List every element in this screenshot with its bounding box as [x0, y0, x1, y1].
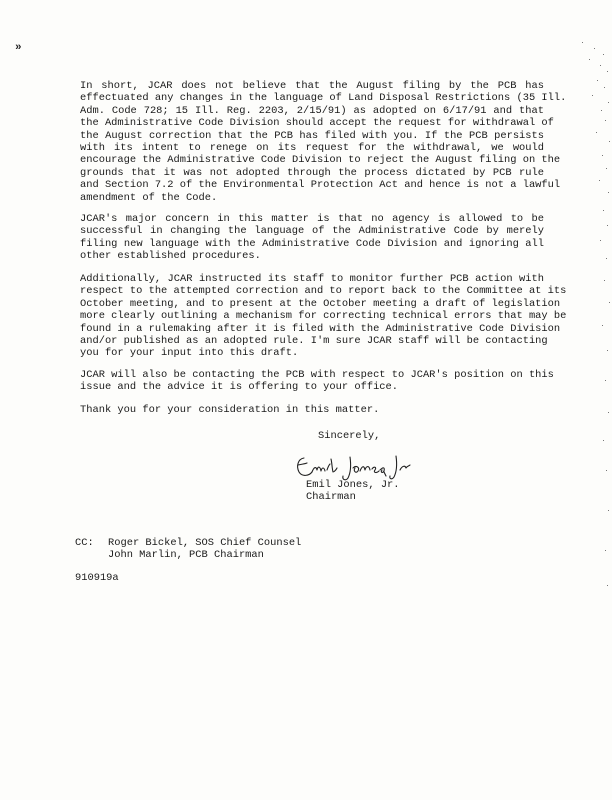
cc-label: CC: — [75, 537, 94, 549]
scan-mark: » — [15, 42, 22, 54]
text-line: effectuated any changes in the language of Land Disposal Restrictions (35 Ill. — [80, 92, 567, 105]
signature-name: Emil Jones, Jr. — [306, 479, 400, 491]
closing: Sincerely, — [318, 430, 381, 442]
text-line: In short, JCAR does not believe that the August filing by the PCB has — [80, 80, 544, 92]
text-line: more clearly outlining a mechanism for correcting technical errors that may be — [80, 310, 567, 323]
paragraph-major-concern — [80, 213, 544, 263]
text-line: amendment of the Code. — [80, 191, 218, 204]
text-line: grounds that it was not adopted through the process dictated by PCB rule — [80, 166, 544, 179]
text-line: the Administrative Code Division should accept the request for withdrawal of — [80, 117, 554, 130]
text-line: respect to the attempted correction and to report back to the Committee at its — [80, 285, 567, 298]
text-line: encourage the Administrative Code Division to reject the August filing on the — [80, 154, 561, 167]
paragraph-thanks — [80, 404, 544, 416]
text-line: Adm. Code 728; 15 Ill. Reg. 2203, 2/15/91) as adopted on 6/17/91 and that — [80, 104, 544, 117]
text-line: found in a rulemaking after it is filed with the Administrative Code Division — [80, 322, 561, 335]
paragraph-filing-position — [80, 80, 567, 204]
paragraph-jcar-contact — [80, 369, 554, 394]
text-line: issue and the advice it is offering to your office. — [80, 381, 399, 394]
text-line: Additionally, JCAR instructed its staff to monitor further PCB action with — [80, 273, 544, 285]
text-line: JCAR's major concern in this matter is that no agency is allowed to be — [80, 213, 544, 225]
text-line: the August correction that the PCB has filed with you. If the PCB persists — [80, 129, 544, 142]
document-id: 910919a — [75, 572, 119, 584]
text-line: JCAR will also be contacting the PCB with respect to JCAR's position on this — [80, 369, 554, 381]
signature-title: Chairman — [306, 491, 356, 503]
text-line: October meeting, and to present at the October meeting a draft of legislation — [80, 297, 561, 310]
cc-recipient: Roger Bickel, SOS Chief Counsel — [108, 537, 302, 549]
text-line: and/or published as an adopted rule. I'm sure JCAR staff will be contacting — [80, 335, 548, 348]
cc-recipient: John Marlin, PCB Chairman — [108, 549, 264, 561]
text-line: successful in changing the language of the Administrative Code by merely — [80, 225, 544, 238]
text-line: other established procedures. — [80, 250, 261, 263]
text-line: filing new language with the Administrative Code Division and ignoring all — [80, 237, 544, 250]
text-line: you for your input into this draft. — [80, 347, 299, 360]
scan-edge-noise — [542, 40, 612, 600]
text-line: and Section 7.2 of the Environmental Protection Act and hence is not a lawful — [80, 179, 561, 192]
text-line: with its intent to renege on its request for the withdrawal, we would — [80, 142, 544, 155]
text-line: Thank you for your consideration in this matter. — [80, 404, 380, 416]
paragraph-staff-instructions — [80, 273, 567, 360]
